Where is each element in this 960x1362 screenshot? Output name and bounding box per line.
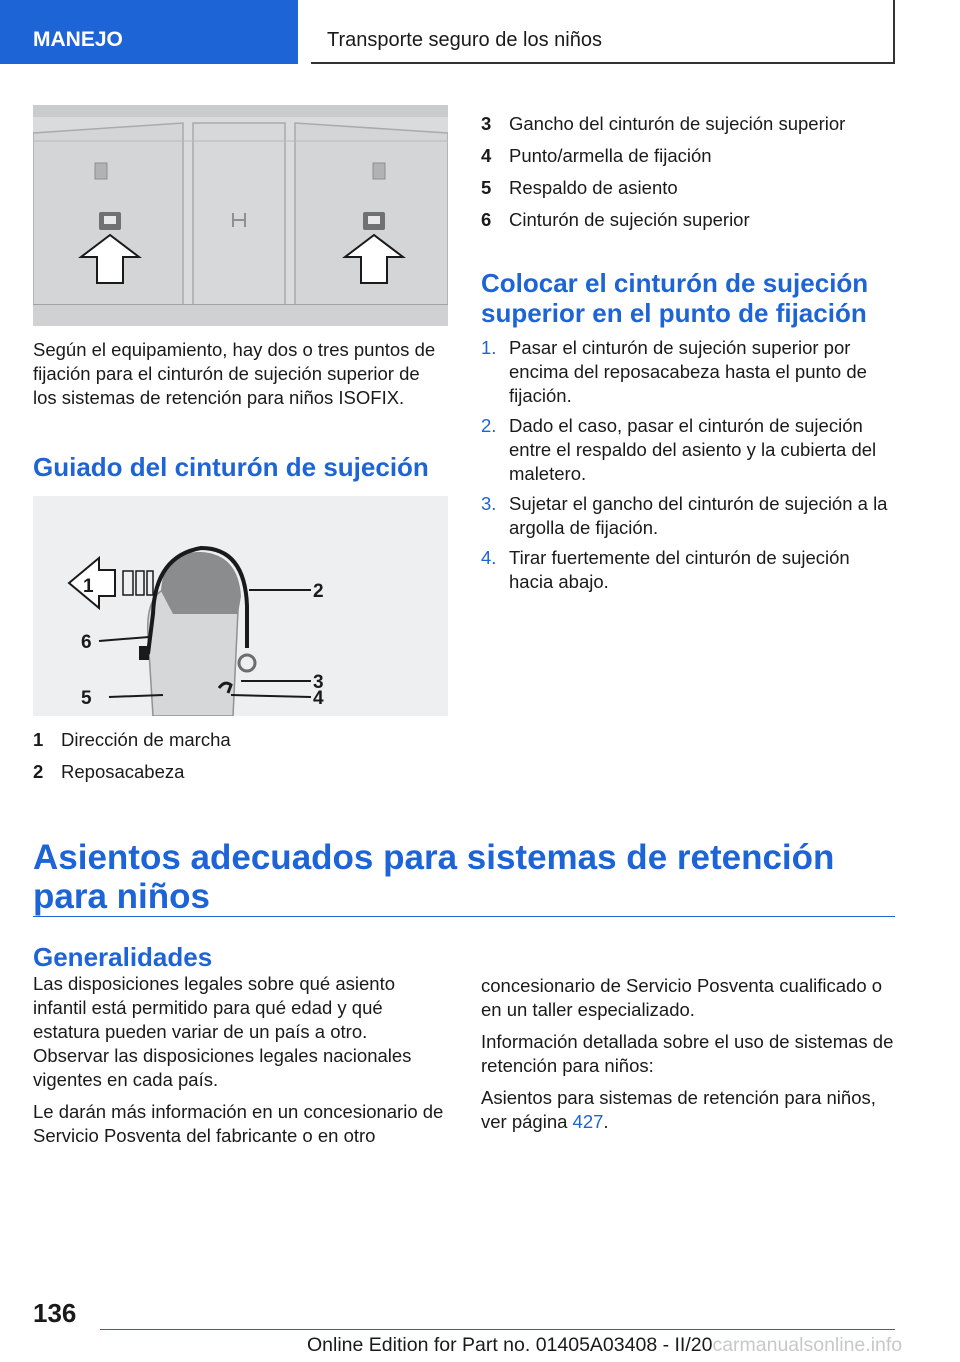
step-text: Tirar fuertemente del cinturón de sujeción hacia abajo. [509,547,850,592]
legend-text: Punto/armella de fijación [509,145,712,166]
page-number: 136 [33,1298,77,1328]
step-text: Sujetar el gancho del cinturón de sujeción a la argolla de fijación. [509,493,888,538]
step-item [481,546,896,594]
subheading-generalidades: Generalidades [33,942,213,972]
legend-number: 6 [481,209,492,230]
steps-list [481,336,896,600]
page-link[interactable]: 427 [572,1111,604,1132]
legend-text: Dirección de marcha [61,729,231,750]
legend-item [481,140,896,172]
chapter-heading-asientos: Asientos adecuados para sistemas de retención para niños [33,838,835,916]
step-item [481,336,896,408]
legend-item [33,756,448,788]
watermark-text: carmanualsonline.info [712,1334,903,1356]
section-tab: MANEJO [0,0,298,64]
legend-number: 4 [481,145,492,166]
step-number: 1. [481,337,497,358]
step-number: 3. [481,493,497,514]
step-text: Pasar el cinturón de sujeción superior por encima del reposacabeza hasta el punto de fijación. [509,337,867,406]
anchor-points-illustration [33,105,448,326]
callout-4: 4 [313,688,324,709]
legend-text: Reposacabeza [61,761,185,782]
legend-text: Cinturón de sujeción superior [509,209,750,230]
legend-number: 1 [33,729,44,750]
legend-number: 3 [481,113,492,134]
section-heading-colocar: Colocar el cinturón de sujeción superior en el punto de fijación [481,268,869,328]
paragraph-more-info: Le darán más información en un concesionario de Servicio Posventa del fabricante o en otro [33,1101,444,1146]
legend-left [33,724,448,788]
legend-right [481,108,896,236]
callout-3: 3 [313,672,324,693]
legend-number: 5 [481,177,492,198]
paragraph-detailed-info: Información detallada sobre el uso de sistemas de retención para niños: [481,1031,894,1076]
step-text: Dado el caso, pasar el cinturón de sujeción entre el respaldo del asiento y la cubierta del maletero. [509,415,877,484]
footer-rule [100,1329,895,1330]
paragraph-reference [481,1086,896,1134]
legend-text: Gancho del cinturón de sujeción superior [509,113,846,134]
callout-5: 5 [81,688,92,709]
strap-routing-illustration [33,496,448,716]
footer-edition [307,1334,902,1357]
legend-item [481,204,896,236]
step-item [481,414,896,486]
step-number: 2. [481,415,497,436]
section-heading-guiado: Guiado del cinturón de sujeción [33,452,429,482]
intro-paragraph: Según el equipamiento, hay dos o tres puntos de fijación para el cinturón de sujeción superior de los sistemas de retención para niños ISOFIX. [33,339,436,408]
page-title: Transporte seguro de los niños [311,0,895,64]
callout-2: 2 [313,581,324,602]
step-item [481,492,896,540]
legend-item [481,108,896,140]
legend-number: 2 [33,761,44,782]
edition-text: Online Edition for Part no. 01405A03408 - II/20 [307,1334,713,1356]
reference-text: Asientos para sistemas de retención para niños, ver página [481,1087,876,1132]
paragraph-dealer: concesionario de Servicio Posventa cualificado o en un taller especializado. [481,975,883,1020]
callout-1: 1 [83,576,94,597]
heading-rule [33,916,895,917]
step-number: 4. [481,547,497,568]
reference-suffix: . [603,1111,609,1132]
paragraph-legal: Las disposiciones legales sobre qué asiento infantil está permitido para qué edad y qué estatura pueden variar de un país a otro. Observar las disposiciones legales nacionales vigentes en cada país. [33,973,412,1090]
legend-item [481,172,896,204]
legend-item [33,724,448,756]
legend-text: Respaldo de asiento [509,177,678,198]
callout-6: 6 [81,632,92,653]
